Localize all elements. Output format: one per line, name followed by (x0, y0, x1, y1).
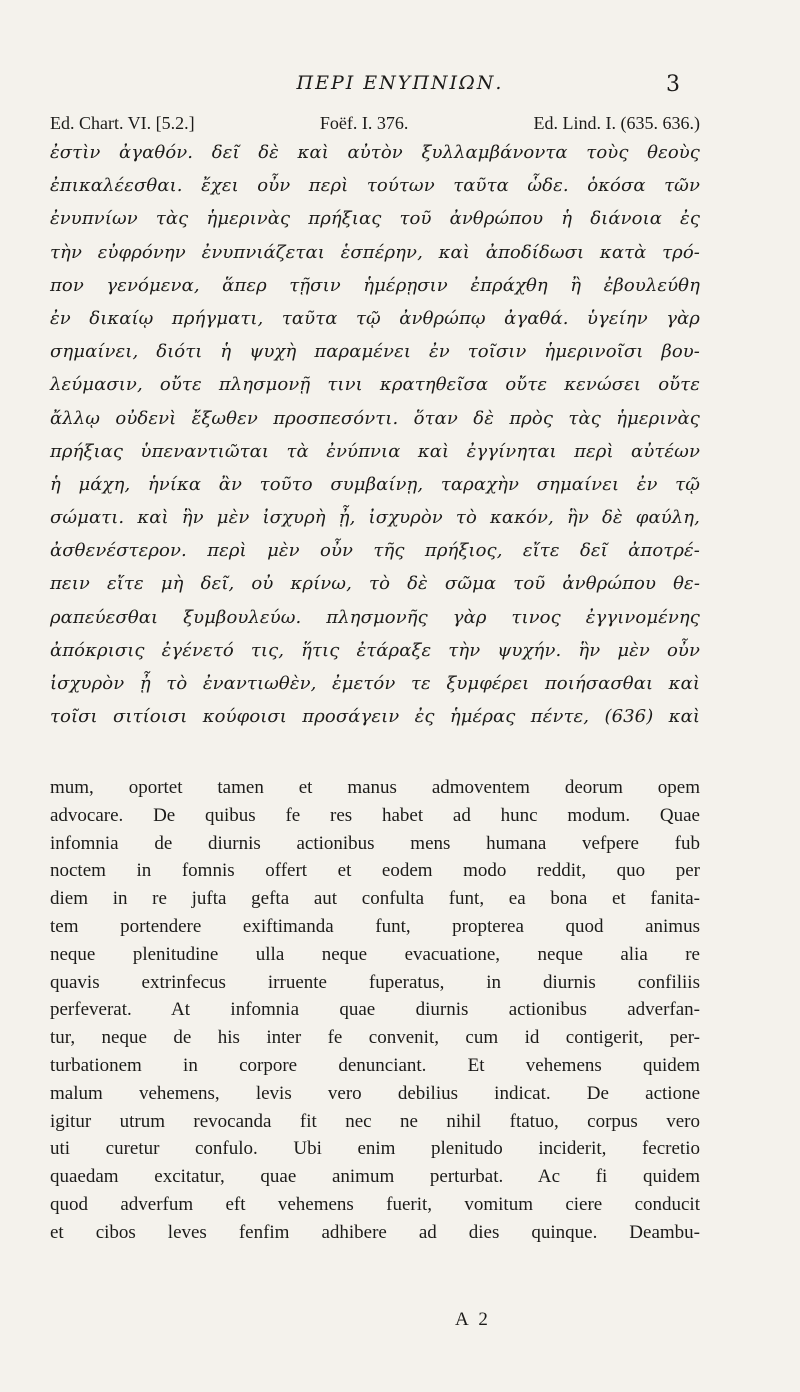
greek-line: πον γενόμενα, ἅπερ τῇσιν ἡμέρῃσιν ἐπράχθη ἢ ἐβουλεύθη (50, 274, 700, 296)
greek-line: πρήξιας ὑπεναντιῶται τὰ ἐνύπνια καὶ ἐγγίνηται περὶ αὐτέων (50, 440, 700, 462)
edition-foes: Foëf. I. 376. (319, 113, 409, 133)
edition-lind: Ed. Lind. I. (635. 636.) (533, 113, 700, 133)
latin-line: quavis extrinfecus irruente fuperatus, in diurnis confiliis (50, 971, 700, 993)
latin-text-block (50, 774, 700, 1247)
greek-line: τὴν εὐφρόνην ἐνυπνιάζεται ἑσπέρην, καὶ ἀποδίδωσι κατὰ τρό- (50, 241, 700, 263)
latin-line: quod adverfum eft vehemens fuerit, vomitum ciere conducit (50, 1193, 700, 1215)
greek-line: ἐνυπνίων τὰς ἡμερινὰς πρήξιας τοῦ ἀνθρώπου ἡ διάνοια ἐς (50, 208, 700, 230)
edition-chart: Ed. Chart. VI. [5.2.] (50, 113, 195, 133)
greek-line: ἰσχυρὸν ᾖ τὸ ἐναντιωθὲν, ἐμετόν τε ξυμφέρει ποιήσασθαι καὶ (50, 673, 700, 694)
latin-line: igitur utrum revocanda fit nec ne nihil ftatuo, corpus vero (50, 1110, 700, 1132)
running-title: ΠΕΡΙ ΕΝΥΠΝΙΩΝ. (296, 72, 504, 94)
signature-mark: A 2 (455, 1309, 491, 1330)
greek-line: σημαίνει, διότι ἡ ψυχὴ παραμένει ἐν τοῖσιν ἡμερινοῖσι βου- (50, 341, 700, 363)
latin-line: advocare. De quibus fe res habet ad hunc modum. Quae (50, 804, 700, 826)
greek-line: πειν εἴτε μὴ δεῖ, οὐ κρίνω, τὸ δὲ σῶμα τοῦ ἀνθρώπου θε- (50, 573, 700, 595)
greek-line: ἐστὶν ἀγαθόν. δεῖ δὲ καὶ αὐτὸν ξυλλαμβάνοντα τοὺς θεοὺς (50, 142, 700, 163)
greek-line: ἐν δικαίῳ πρήγματι, ταῦτα τῷ ἀνθρώπῳ ἀγαθά. ὑγείην γὰρ (50, 307, 700, 329)
latin-line: mum, oportet tamen et manus admoventem deorum opem (50, 777, 700, 798)
latin-line: infomnia de diurnis actionibus mens humana vefpere fub (50, 832, 700, 854)
greek-line: λεύμασιν, οὔτε πλησμονῇ τινι κρατηθεῖσα οὔτε κενώσει οὔτε (50, 374, 700, 396)
latin-line: malum vehemens, levis vero debilius indicat. De actione (50, 1082, 700, 1104)
latin-line: et cibos leves fenfim adhibere ad dies quinque. Deambu- (50, 1221, 700, 1243)
latin-line: uti curetur confulo. Ubi enim plenitudo inciderit, fecretio (50, 1138, 700, 1160)
latin-line: turbationem in corpore denunciant. Et vehemens quidem (50, 1054, 700, 1076)
greek-line: ἀπόκρισις ἐγένετό τις, ἥτις ἐτάραξε τὴν ψυχήν. ἣν μὲν οὖν (50, 639, 700, 661)
latin-line: tur, neque de his inter fe convenit, cum id contigerit, per- (50, 1027, 700, 1049)
page-number: 3 (666, 72, 680, 97)
greek-line: ραπεύεσθαι ξυμβουλεύω. πλησμονῆς γὰρ τινος ἐγγινομένης (50, 606, 700, 628)
latin-line: quaedam excitatur, quae animum perturbat. Ac fi quidem (50, 1166, 700, 1188)
latin-line: perfeverat. At infomnia quae diurnis actionibus adverfan- (50, 999, 700, 1021)
latin-line: noctem in fomnis offert et eodem modo reddit, quo per (50, 860, 700, 882)
greek-line: ἡ μάχη, ἡνίκα ἂν τοῦτο συμβαίνῃ, ταραχὴν σημαίνει ἐν τῷ (50, 473, 700, 495)
edition-line (50, 113, 700, 134)
greek-line: ἀσθενέστερον. περὶ μὲν οὖν τῆς πρήξιος, εἴτε δεῖ ἀποτρέ- (50, 540, 700, 562)
greek-line: ἄλλῳ οὐδενὶ ἔξωθεν προσπεσόντι. ὅταν δὲ πρὸς τὰς ἡμερινὰς (50, 407, 700, 429)
greek-line: σώματι. καὶ ἣν μὲν ἰσχυρὴ ᾖ, ἰσχυρὸν τὸ κακόν, ἣν δὲ φαύλη, (50, 507, 700, 529)
greek-line: τοῖσι σιτίοισι κούφοισι προσάγειν ἐς ἡμέρας πέντε, (636) καὶ (50, 706, 700, 728)
latin-line: diem in re jufta gefta aut confulta funt, ea bona et fanita- (50, 888, 700, 910)
greek-text-block (50, 136, 700, 733)
latin-line: neque plenitudine ulla neque evacuatione, neque alia re (50, 943, 700, 965)
greek-line: ἐπικαλέεσθαι. ἔχει οὖν περὶ τούτων ταῦτα ὧδε. ὁκόσα τῶν (50, 175, 700, 197)
latin-line: tem portendere exiftimanda funt, propterea quod animus (50, 915, 700, 937)
